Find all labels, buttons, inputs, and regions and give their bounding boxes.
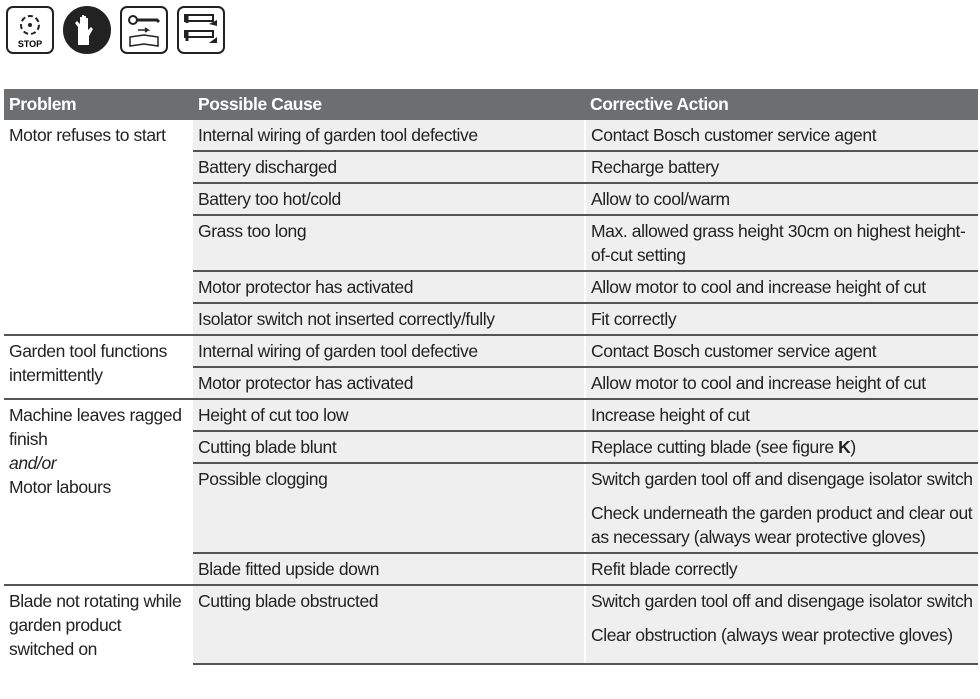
cause-cell: Internal wiring of garden tool defective (193, 120, 585, 151)
table-row (4, 120, 978, 151)
action-text-2: Clear obstruction (always wear protective gloves) (591, 625, 953, 645)
remove-key-read-manual-icon (120, 6, 168, 54)
action-text: Switch garden tool off and disengage isolator switch (591, 591, 973, 611)
cause-cell: Internal wiring of garden tool defective (193, 335, 585, 367)
action-cell (585, 335, 978, 367)
isolator-switch-icon (177, 6, 225, 54)
action-cell (585, 215, 978, 271)
action-cell (585, 463, 978, 553)
action-cell (585, 399, 978, 431)
cause-cell: Possible clogging (193, 463, 585, 553)
action-text: Increase height of cut (591, 405, 750, 425)
action-cell (585, 553, 978, 585)
action-text: Recharge battery (591, 157, 719, 177)
cause-cell: Cutting blade blunt (193, 431, 585, 463)
table-row (4, 585, 978, 664)
problem-text-2: Motor labours (9, 477, 111, 497)
table-row (4, 335, 978, 367)
problem-text: Blade not rotating while garden product switched on (9, 591, 182, 659)
cause-cell: Grass too long (193, 215, 585, 271)
header-problem: Problem (4, 89, 193, 120)
troubleshooting-table (4, 89, 978, 665)
action-cell (585, 271, 978, 303)
action-cell (585, 120, 978, 151)
action-text: Fit correctly (591, 309, 677, 329)
cause-cell: Motor protector has activated (193, 367, 585, 399)
problem-cell (4, 399, 193, 585)
action-cell (585, 367, 978, 399)
action-text: Allow to cool/warm (591, 189, 730, 209)
action-text: Switch garden tool off and disengage isolator switch (591, 469, 973, 489)
header-cause: Possible Cause (193, 89, 585, 120)
cause-cell: Blade fitted upside down (193, 553, 585, 585)
action-text-end: ) (850, 437, 856, 457)
action-cell (585, 151, 978, 183)
safety-icons (6, 6, 225, 54)
cause-cell: Battery discharged (193, 151, 585, 183)
action-cell (585, 431, 978, 463)
header-action: Corrective Action (585, 89, 978, 120)
table-row (4, 399, 978, 431)
protective-gloves-icon (63, 6, 111, 54)
action-text: Allow motor to cool and increase height of cut (591, 373, 926, 393)
stop-blade-icon (6, 6, 54, 54)
problem-and-text: and/or (9, 453, 57, 473)
action-text: Replace cutting blade (see figure (591, 437, 839, 457)
problem-text: Machine leaves ragged finish (9, 405, 182, 449)
action-text: Contact Bosch customer service agent (591, 125, 877, 145)
table-header (4, 89, 978, 120)
cause-cell: Isolator switch not inserted correctly/fully (193, 303, 585, 335)
action-cell (585, 585, 978, 664)
action-text: Contact Bosch customer service agent (591, 341, 877, 361)
action-text-2: Check underneath the garden product and clear out as necessary (always wear protective gloves) (591, 503, 973, 547)
action-text: Allow motor to cool and increase height of cut (591, 277, 926, 297)
problem-text: Garden tool functions intermittently (9, 341, 167, 385)
action-cell (585, 303, 978, 335)
problem-text: Motor refuses to start (9, 125, 166, 145)
problem-cell (4, 335, 193, 399)
action-text: Refit blade correctly (591, 559, 738, 579)
cause-cell: Battery too hot/cold (193, 183, 585, 215)
cause-cell: Height of cut too low (193, 399, 585, 431)
action-text: Max. allowed grass height 30cm on highest height-of-cut setting (591, 221, 966, 265)
figure-ref: K (838, 437, 851, 457)
action-cell (585, 183, 978, 215)
cause-cell: Cutting blade obstructed (193, 585, 585, 664)
cause-cell: Motor protector has activated (193, 271, 585, 303)
problem-cell (4, 120, 193, 335)
problem-cell (4, 585, 193, 664)
svg-text:STOP: STOP (17, 39, 43, 49)
